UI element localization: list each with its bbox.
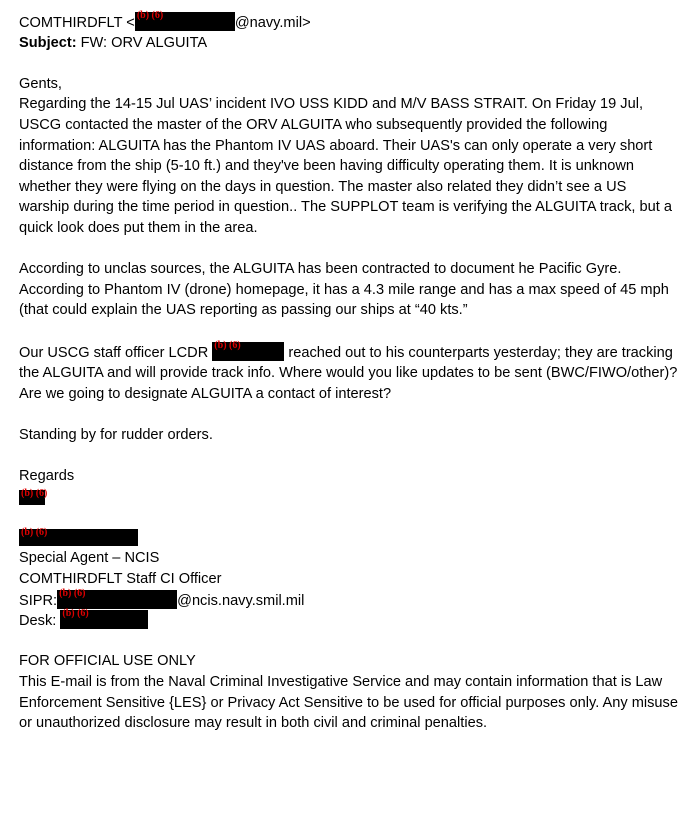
paragraph-standing-by: Standing by for rudder orders. bbox=[19, 426, 213, 443]
paragraph-sources: According to unclas sources, the ALGUITA has been contracted to document he Pacific Gyre. According to Phantom IV (drone) homepage, it has a 4.3 mile range and has a max speed of 45 mph (that could explain the UAS reporting as passing our ships at “40 kts.” bbox=[19, 261, 669, 319]
paragraph-incident: Regarding the 14-15 Jul UAS’ incident IVO USS KIDD and M/V BASS STRAIT. On Friday 19 Jul, USCG contacted the master of the ORV ALGUITA who subsequently provided the following information: ALGUITA has the Phantom IV UAS aboard. Their UAS's can only operate a very short distance from the ship (5-10 ft.) and they've been having difficulty operating them. It is unknown whether they were flying on the days in question. The master also related they didn’t see a US warship during the time period in question.. The SUPPLOT team is verifying the ALGUITA track, but a quick look does put them in the area. bbox=[19, 96, 672, 236]
signature-sipr bbox=[19, 587, 679, 611]
signature-role: COMTHIRDFLT Staff CI Officer bbox=[19, 571, 222, 588]
footer-heading: FOR OFFICIAL USE ONLY bbox=[19, 653, 196, 670]
paragraph-uscg bbox=[19, 339, 679, 405]
email-document bbox=[19, 12, 679, 734]
from-prefix: COMTHIRDFLT < bbox=[19, 15, 135, 31]
closing: Regards bbox=[19, 468, 75, 485]
redaction-block bbox=[19, 526, 138, 546]
greeting: Gents, bbox=[19, 75, 62, 92]
redaction-block bbox=[135, 12, 235, 31]
subject-value: FW: ORV ALGUITA bbox=[76, 34, 208, 51]
para3-suffix: reached out to his counterparts yesterday; they are tracking the ALGUITA and will provide track info. Where would you like updates to be sent (BWC/FIWO/other)? Are we going to designate ALGUITA a contact of interest? bbox=[19, 344, 678, 402]
from-line bbox=[19, 12, 679, 33]
redaction-block bbox=[57, 587, 177, 609]
redaction-code: (b) (6) bbox=[21, 526, 48, 538]
footer-notice: This E-mail is from the Naval Criminal Investigative Service and may contain information that is Law Enforcement Sensitive {LES} or Privacy Act Sensitive to be used for official purposes only. Any misuse or unauthorized disclosure may result in both civil and criminal penalties. bbox=[19, 674, 678, 732]
redaction-code: (b) (6) bbox=[21, 487, 48, 499]
subject-line bbox=[19, 33, 679, 54]
from-suffix: @navy.mil> bbox=[234, 15, 311, 31]
redaction-block bbox=[19, 487, 48, 505]
sipr-label: SIPR: bbox=[19, 592, 58, 609]
redaction-code: (b) (6) bbox=[136, 10, 164, 21]
redaction-block bbox=[212, 339, 284, 361]
signature-desk bbox=[19, 610, 679, 631]
signature-redaction-2 bbox=[19, 528, 679, 549]
redaction-code: (b) (6) bbox=[214, 339, 241, 351]
subject-label: Subject: bbox=[19, 34, 77, 51]
sipr-suffix: @ncis.navy.smil.mil bbox=[177, 592, 305, 609]
redaction-block bbox=[60, 610, 148, 629]
para3-prefix: Our USCG staff officer LCDR bbox=[19, 344, 213, 361]
desk-label: Desk: bbox=[19, 613, 61, 630]
signature-redaction-1 bbox=[19, 487, 679, 508]
signature-title: Special Agent – NCIS bbox=[19, 550, 160, 567]
redaction-code: (b) (6) bbox=[59, 587, 86, 599]
redaction-code: (b) (6) bbox=[62, 608, 89, 620]
